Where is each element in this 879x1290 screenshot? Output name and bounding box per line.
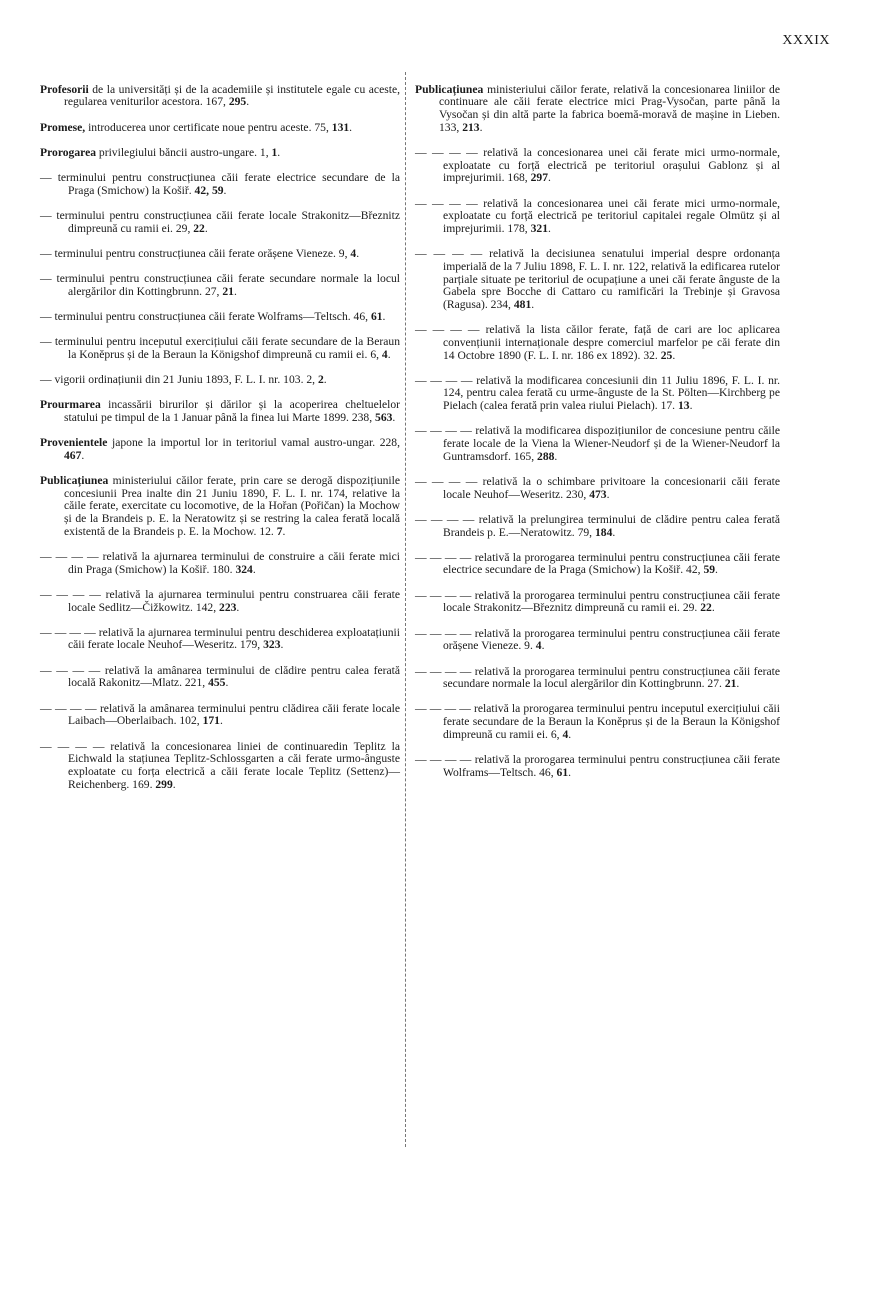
index-entry <box>40 665 400 690</box>
entry-end: . <box>219 714 223 728</box>
entry-text: relativă la concesionarea unei căi ferate mici urmo-normale, exploatate cu forță electrică pe teritoriul orașului Gablonz și al imprejurimii. 168, <box>443 145 780 185</box>
index-entry <box>415 754 780 779</box>
entry-text: vigorii ordinațiunii din 21 Juniu 1893, F. L. I. nr. 103. 2, <box>51 372 318 386</box>
entry-headword: Publicațiunea <box>415 82 484 96</box>
entry-text: privilegiului băncii austro-ungare. 1, <box>96 145 272 159</box>
entry-text: relativă la prorogarea terminului pentru inceputul exercițiului căii ferate secundare de la Beraun la Konĕprus și de la Beraun la Königshof dimpreună cu ramii ei. 6, <box>443 702 780 741</box>
entry-headword: Promese, <box>40 120 86 134</box>
entry-text: relativă la concesionarea unei căi ferate mici urmo-normale, exploatate cu forță electrică pe teritoriul capitalei regale Olmütz și al imprejurimii. 178, <box>443 196 780 235</box>
left-column <box>40 72 400 804</box>
entry-page-ref: 25 <box>660 348 673 362</box>
entry-end: . <box>547 221 551 235</box>
entry-text: relativă la prorogarea terminului pentru construcțiunea căii ferate electrice secundare de la Praga (Smichow) la Košiř. 42, <box>443 550 780 577</box>
entry-text: terminului pentru construcțiunea căii ferate secundare normale la locul alergărilor din Kottingbrunn. 27, <box>51 271 400 298</box>
entry-text: relativă la prorogarea terminului pentru construcțiunea căii ferate locale Strakonitz—Březnitz dimpreună cu ramii ei. 29. <box>443 588 780 615</box>
entry-end: . <box>382 309 386 323</box>
entry-page-ref: 299 <box>155 777 173 791</box>
entry-dash: — — — — <box>415 145 478 159</box>
entry-end: . <box>246 95 250 109</box>
entry-end: . <box>280 638 284 652</box>
entry-text: introducerea unor certificate noue pentru aceste. 75, <box>85 120 332 134</box>
entry-end: . <box>277 145 281 159</box>
entry-page-ref: 61 <box>370 309 383 323</box>
right-column <box>415 72 780 792</box>
entry-page-ref: 455 <box>208 676 226 690</box>
entry-dash: — — — — <box>415 323 480 337</box>
entry-page-ref: 22 <box>193 221 205 235</box>
entry-end: . <box>689 399 693 413</box>
entry-page-ref: 297 <box>530 171 548 185</box>
entry-dash: — <box>40 335 52 349</box>
entry-dash: — — — — <box>415 753 472 767</box>
entry-end: . <box>547 171 551 185</box>
index-entry <box>40 627 400 652</box>
entry-text: terminului pentru construcțiunea căii ferate orășene Vieneze. 9, <box>51 246 351 260</box>
entry-text: relativă la amânarea terminului de clădire pentru calea ferată locală Rakonitz—Mlatz. 221, <box>68 663 400 690</box>
entry-dash: — — — — <box>40 663 101 677</box>
entry-text: japone la importul lor in teritoriul vamal austro-ungar. 228, <box>107 436 400 450</box>
entry-page-ref: 223 <box>219 600 237 614</box>
entry-dash: — <box>40 246 52 260</box>
entry-page-ref: 213 <box>462 120 480 134</box>
index-entry <box>40 437 400 462</box>
index-entry <box>415 147 780 185</box>
entry-end: . <box>672 348 676 362</box>
entry-page-ref: 7 <box>276 524 283 538</box>
entry-page-ref: 131 <box>331 120 350 134</box>
entry-page-ref: 171 <box>202 714 220 728</box>
entry-headword: Profesorii <box>40 82 89 96</box>
entry-page-ref: 473 <box>589 487 607 501</box>
entry-page-ref: 324 <box>235 562 253 576</box>
entry-dash: — <box>40 170 52 184</box>
entry-dash: — — — — <box>415 550 472 564</box>
entry-end: . <box>223 183 227 197</box>
entry-page-ref: 4 <box>381 347 388 361</box>
entry-headword: Prorogarea <box>40 145 97 159</box>
entry-page-ref: 59 <box>703 563 716 577</box>
index-entry <box>40 172 400 197</box>
entry-end: . <box>531 297 535 311</box>
entry-text: relativă la ajurnarea terminului pentru deschiderea exploatațiunii căii ferate locale Neuhof—Weseritz. 179, <box>68 625 400 652</box>
entry-dash: — — — — <box>415 424 472 438</box>
entry-dash: — — — — <box>415 626 472 640</box>
entry-dash: — — — — <box>40 549 99 563</box>
entry-page-ref: 323 <box>263 638 281 652</box>
index-entry <box>40 336 400 361</box>
entry-end: . <box>554 449 558 463</box>
entry-dash: — <box>40 208 52 222</box>
entry-dash: — — — — <box>415 664 472 678</box>
entry-page-ref: 321 <box>530 221 548 235</box>
index-entry <box>415 198 780 236</box>
entry-end: . <box>81 448 85 462</box>
entry-end: . <box>736 677 740 691</box>
index-entry <box>415 84 780 135</box>
entry-page-ref: 61 <box>556 765 569 779</box>
index-entry <box>415 666 780 691</box>
entry-dash: — — — — <box>40 587 101 601</box>
entry-text: terminului pentru construcțiunea căii ferate electrice secundare de la Praga (Smichow) la Košiř. <box>51 170 400 197</box>
entry-dash: — — — — <box>415 247 483 261</box>
index-entry <box>40 210 400 235</box>
index-entry <box>415 425 780 463</box>
entry-text: relativă la prorogarea terminului pentru construcțiunea căii ferate secundare normale la locul alergărilor din Kottingbrunn. 27. <box>443 664 780 691</box>
entry-page-ref: 21 <box>222 284 234 298</box>
entry-text: relativă la prorogarea terminului pentru construcțiunea căii ferate Wolframs—Teltsch. 46, <box>443 753 780 779</box>
entry-dash: — — — — <box>415 702 471 716</box>
entry-text: relativă la modificarea dispozițiunilor de concesiune pentru căile ferate locale de la Viena la Wiener-Neudorf și de la Wiener-Neudorf la Guntramsdorf. 165, <box>443 424 780 463</box>
index-entry <box>40 84 400 109</box>
entry-text: relativă la modificarea concesiunii din 11 Juliu 1896, F. L. I. nr. 124, pentru calea ferată cu urme-ânguste de la St. Pölten—Kirchberg pe Pielach (calea ferată prin valea riului Pielach). 17. <box>443 373 780 413</box>
index-entry <box>40 374 400 387</box>
entry-page-ref: 4 <box>350 246 357 260</box>
index-entry <box>40 311 400 324</box>
entry-dash: — — — — <box>415 512 475 526</box>
entry-text: terminului pentru construcțiunea căii ferate Wolframs—Teltsch. 46, <box>51 309 371 323</box>
entry-page-ref: 21 <box>724 677 737 691</box>
entry-end: . <box>236 600 240 614</box>
entry-dash: — <box>40 271 52 285</box>
entry-end: . <box>282 524 286 538</box>
entry-end: . <box>715 563 718 577</box>
entry-page-ref: 13 <box>677 399 690 413</box>
entry-end: . <box>349 120 353 134</box>
entry-end: . <box>606 487 610 501</box>
entry-headword: Publicațiunea <box>40 473 109 487</box>
entry-text: incassării birurilor și dărilor și la acoperirea cheltuelelor statului pe timpul de la 1 Januar până la finea lui Marte 1899. 238, <box>64 398 400 424</box>
entry-page-ref: 4 <box>562 727 569 741</box>
index-entry <box>40 475 400 539</box>
index-entry <box>415 324 780 362</box>
entry-dash: — — — — <box>415 474 478 488</box>
index-entry <box>40 741 400 792</box>
entry-text: terminului pentru inceputul exercițiului căii ferate secundare de la Beraun la Konĕprus și de la Beraun la Königshof dimpreună cu ramii ei. 6, <box>51 335 400 361</box>
index-entry <box>40 703 400 728</box>
entry-end: . <box>225 676 229 690</box>
entry-dash: — — — — <box>415 196 478 210</box>
entry-page-ref: 563 <box>375 410 393 424</box>
index-entry <box>415 552 780 577</box>
index-entry <box>40 248 400 261</box>
entry-dash: — — — — <box>40 701 97 715</box>
index-entry <box>415 703 780 741</box>
index-entry <box>415 590 780 615</box>
index-entry <box>415 476 780 501</box>
entry-end: . <box>204 221 208 235</box>
entry-text: de la universități și de la academiile și institutele egale cu aceste, regularea veniturilor acestora. 167, <box>64 82 400 109</box>
entry-end: . <box>252 562 256 576</box>
entry-page-ref: 1 <box>271 145 278 159</box>
entry-text: ministeriului căilor ferate, prin care se derogă dispozițiunile concesiunii Prea inalte din 21 Juniu 1890, F. L. I. nr. 174, relative la căile ferate, exercitate cu locomotive, de la Hořan (Pořičan) la Mochow și de la Brandeis p. E. la Neratowitz și se restring la calea ferată locală existentă de la Brandeis p. E. la Mochow. 12. <box>64 473 400 538</box>
entry-text: relativă la o schimbare privitoare la concesionarii căii ferate locale Neuhof—Weseritz. 230, <box>443 474 780 501</box>
entry-page-ref: 481 <box>513 297 532 311</box>
entry-page-ref: 288 <box>537 449 555 463</box>
entry-end: . <box>323 372 327 386</box>
index-entry <box>40 147 400 160</box>
entry-page-ref: 42, 59 <box>194 183 224 197</box>
entry-end: . <box>711 601 715 615</box>
entry-text: relativă la prorogarea terminului pentru construcțiunea căii ferate orășene Vieneze. 9. <box>443 626 780 653</box>
entry-page-ref: 2 <box>317 372 324 386</box>
entry-end: . <box>568 727 572 741</box>
entry-end: . <box>356 246 360 260</box>
entry-text: relativă la lista căilor ferate, față de cari are loc aplicarea convențiunii internaționale despre comerciul marfelor pe căi ferate din 14 Octobre 1890 (F. L. I. nr. 186 ex 1892). 32. <box>443 323 780 362</box>
index-entry <box>40 399 400 424</box>
entry-text: relativă la amânarea terminului pentru clădirea căii ferate locale Laibach—Oberlaibach. 102, <box>68 701 400 728</box>
index-entry <box>40 589 400 614</box>
entry-headword: Prourmarea <box>40 398 101 412</box>
entry-dash: — — — — <box>40 625 96 639</box>
entry-end: . <box>612 525 616 539</box>
index-entry <box>415 514 780 539</box>
entry-end: . <box>479 120 483 134</box>
entry-page-ref: 295 <box>228 95 247 109</box>
index-entry <box>415 628 780 653</box>
entry-end: . <box>233 284 237 298</box>
entry-text: relativă la decisiunea senatului imperial despre ordonanța imperială de la 7 Juliu 1898, F. L. I. nr. 122, relativă la edificarea rutelor parțiale situate pe teritoriul de ocupațiune a unei căi ferate ânguste de la Gabela spre Bocche di Cattaro cu ramificări la Trebinje și Gravosa (Ragusa). 234, <box>443 247 780 311</box>
entry-text: relativă la prelungirea terminului de clădire pentru calea ferată Brandeis p. E.—Neratowitz. 79, <box>443 512 780 539</box>
index-entry <box>40 551 400 576</box>
entry-dash: — — — — <box>415 588 472 602</box>
entry-dash: — — — — <box>40 739 105 753</box>
column-divider <box>405 72 406 1147</box>
entry-text: ministeriului căilor ferate, relativă la concesionarea liniilor de continuare ale căii ferate electrice mici Prag-Vysočan, parte până la Vysočan și din altă parte la fabrica boemă-moravă de mașine in Lieben. 133, <box>439 82 780 134</box>
entry-page-ref: 22 <box>700 601 712 615</box>
entry-headword: Provenientele <box>40 436 108 450</box>
entry-page-ref: 467 <box>64 448 82 462</box>
entry-text: relativă la ajurnarea terminului de construire a căii ferate mici din Praga (Smichow) la Košiř. 180. <box>68 549 400 576</box>
index-entry <box>40 273 400 298</box>
page-number: XXXIX <box>782 33 830 48</box>
entry-text: relativă la concesionarea liniei de continuaredin Teplitz la Eichwald la stațiunea Teplitz-Schlossgarten a căi ferate urmo-ânguste exploatate cu forța electrică a căii ferate locale Teplitz (Settenz)—Reichenberg. 169. <box>68 739 400 791</box>
index-entry <box>40 122 400 135</box>
entry-text: relativă la ajurnarea terminului pentru construarea căii ferate locale Sedlitz—Čižkowitz. 142, <box>68 587 400 614</box>
entry-text: terminului pentru construcțiunea căii ferate locale Strakonitz—Březnitz dimpreună cu ramii ei. 29, <box>51 208 400 235</box>
entry-end: . <box>392 410 396 424</box>
entry-dash: — — — — <box>415 373 473 387</box>
entry-page-ref: 184 <box>594 525 613 539</box>
index-entry <box>415 248 780 312</box>
index-entry <box>415 375 780 413</box>
entry-end: . <box>541 639 545 653</box>
entry-end: . <box>172 777 176 791</box>
entry-end: . <box>568 765 572 779</box>
entry-dash: — <box>40 309 52 323</box>
entry-end: . <box>387 347 391 361</box>
entry-page-ref: 4 <box>535 639 542 653</box>
entry-dash: — <box>40 372 52 386</box>
